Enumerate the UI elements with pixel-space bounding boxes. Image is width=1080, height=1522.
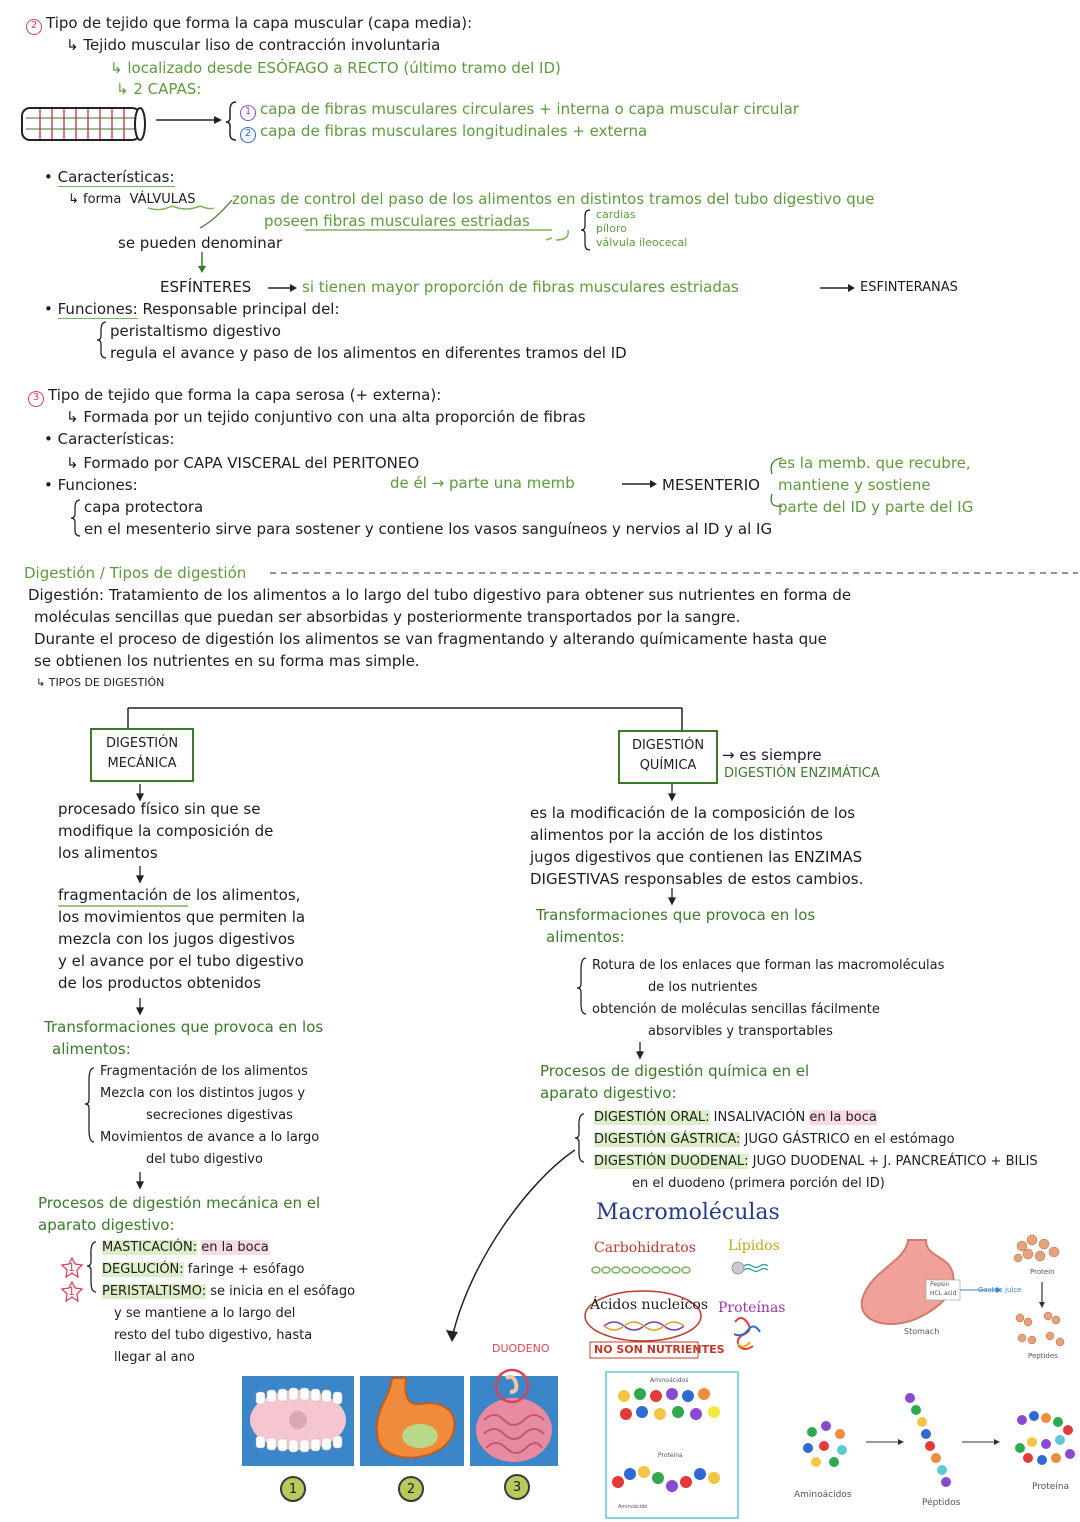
protein-chain-bottom [1015,1411,1075,1465]
mesenterio-desc-2: mantiene y sostiene [778,476,931,494]
qui-transf-1: Rotura de los enlaces que forman las macromoléculas [592,958,945,973]
intestine-image [470,1370,558,1466]
serosa-formado: ↳ Formado por CAPA VISCERAL del PERITONEO [66,454,420,472]
deglucion-line [102,1262,304,1278]
mec-frag-3: mezcla con los jugos digestivos [58,930,295,948]
serosa-title-text: Tipo de tejido que forma la capa serosa (+ externa): [48,386,442,404]
duodenal-line [594,1154,1038,1170]
aminoacidos-label: Aminoácidos [794,1490,852,1500]
gastrica-label: DIGESTIÓN GÁSTRICA: [594,1132,741,1147]
duodenal-desc-2: en el duodeno (primera porción del ID) [632,1176,885,1191]
oral-label: DIGESTIÓN ORAL: [594,1110,710,1125]
zonas-line-1: zonas de control del paso de los alimentos en distintos tramos del tubo digestivo que [232,190,875,208]
peristaltismo-label: PERISTALTISMO: [102,1284,207,1299]
funciones-label: Funciones: [57,300,138,318]
peri-line-4: llegar al ano [114,1350,195,1365]
func-item-peristaltismo: peristaltismo digestivo [110,322,281,340]
duodenal-desc: JUGO DUODENAL + J. PANCREÁTICO + BILIS [752,1154,1038,1169]
mec-frag-4: y el avance por el tubo digestivo [58,952,304,970]
aminoacido-small-label: Aminoácido [618,1504,648,1510]
proteina-small-label: Proteína [658,1452,683,1459]
mec-frag-1: fragmentación de los alimentos, [58,886,301,904]
acidos-label: Ácidos nucleicos [590,1297,709,1313]
box-quimica-line1: DIGESTIÓN [631,738,705,753]
masticacion-label: MASTICACIÓN: [102,1240,198,1255]
carbohydrate-chain [592,1267,690,1273]
qui-desc-4: DIGESTIVAS responsables de estos cambios. [530,870,864,888]
valve-piloro: píloro [596,222,627,235]
hcl-label: HCL acid [930,1290,957,1297]
muscular-location: ↳ localizado desde ESÓFAGO a RECTO (último tramo del ID) [110,59,561,77]
digestion-section-title: Digestión / Tipos de digestión [24,564,247,582]
tipos-label: ↳ TIPOS DE DIGESTIÓN [36,676,165,689]
qui-desc-2: alimentos por la acción de los distintos [530,826,823,844]
peri-line-3: resto del tubo digestivo, hasta [114,1328,313,1343]
forma-line: ↳ forma VÁLVULAS [68,192,196,207]
se-pueden-text: se pueden denominar [118,234,283,252]
valve-cardias: cardias [596,208,636,221]
mec-desc-1: procesado físico sin que se [58,800,261,818]
mec-transf-4: Movimientos de avance a lo largo [100,1130,320,1145]
aminoacidos-small-label: Aminoácidos [650,1377,689,1384]
peptides-cluster [1016,1312,1064,1346]
mec-desc-2: modifique la composición de [58,822,274,840]
qui-transf-title2: alimentos: [546,928,625,946]
lipid-shape [732,1262,768,1274]
box-quimica [618,730,718,784]
masticacion-line [102,1240,269,1256]
layer-1-text: capa de fibras musculares circulares + interna o capa muscular circular [260,100,799,118]
mec-transf-3: secreciones digestivas [146,1108,293,1123]
dna-helix [604,1322,684,1330]
qui-transf-title: Transformaciones que provoca en los [536,906,816,924]
func-item-regula: regula el avance y paso de los alimentos en diferentes tramos del ID [110,344,627,362]
valvulas-text: VÁLVULAS [129,192,196,207]
gastric-label: Gastric juice [978,1286,1022,1294]
star-number-2: 1 [68,1285,75,1298]
section-number: 3 [28,391,44,407]
layer-2-text: capa de fibras musculares longitudinales + externa [260,122,648,140]
box-mecanica-line2: MECÁNICA [107,755,177,771]
enzimatica-text: DIGESTIÓN ENZIMÁTICA [724,766,880,781]
peptides-label: Peptides [1028,1352,1058,1360]
muscular-funciones: • Funciones: Responsable principal del: [44,300,340,318]
image-number-3: 3 [504,1474,530,1500]
oral-line [594,1110,877,1126]
mouth-image [242,1376,354,1466]
muscular-tissue-text: Tejido muscular liso de contracción involuntaria [83,36,441,54]
char-title-text: Características: [57,168,175,186]
carbohidratos-label: Carbohidratos [594,1240,696,1256]
muscular-location-text: localizado desde ESÓFAGO a RECTO (último tramo del ID) [127,59,561,77]
protein-blob [734,1318,760,1349]
digestion-def-3: Durante el proceso de digestión los alimentos se van fragmentando y alterando químicamente hasta que [34,630,827,648]
stomach-label: Stomach [904,1327,940,1336]
es-siempre: → es siempre [722,746,822,764]
mec-proc-title: Procesos de digestión mecánica en el [38,1194,321,1212]
qui-proc-title: Procesos de digestión química en el [540,1062,810,1080]
box-mecanica [90,728,194,782]
mec-proc-title2: aparato digestivo: [38,1216,175,1234]
deglucion-where: faringe + esófago [187,1262,305,1277]
esfinteres-text: ESFÍNTERES [160,278,252,296]
duodenal-label: DIGESTIÓN DUODENAL: [594,1154,749,1169]
proteina-label: Proteína [1032,1482,1070,1492]
box-mecanica-line1: DIGESTIÓN [105,736,179,751]
zonas-line-2: poseen fibras musculares estriadas [264,212,530,230]
gastrica-line [594,1132,955,1148]
serosa-formada-text: Formada por un tejido conjuntivo con una alta proporción de fibras [83,408,586,426]
oral-desc: INSALIVACIÓN [713,1110,806,1125]
qui-transf-3: obtención de moléculas sencillas fácilmente [592,1002,880,1017]
mec-frag-2: los movimientos que permiten la [58,908,306,926]
two-layers-text: 2 CAPAS: [133,80,202,98]
responsable-text: Responsable principal del: [142,300,340,318]
mec-desc-3: los alimentos [58,844,158,862]
layer-2: 2 capa de fibras musculares longitudinales + externa [240,122,647,143]
muscular-char-title: • Características: [44,168,175,186]
mec-transf-1: Fragmentación de los alimentos [100,1064,308,1079]
peristaltismo-line [102,1284,355,1300]
deglucion-label: DEGLUCIÓN: [102,1262,184,1277]
no-nutrientes-label: NO SON NUTRIENTES [594,1343,725,1356]
pepsin-label: Pepsin [930,1281,950,1288]
muscular-tissue: ↳ Tejido muscular liso de contracción involuntaria [66,36,441,54]
serosa-funciones-label: Funciones: [57,476,138,494]
valve-ileocecal: válvula ileocecal [596,236,688,249]
two-layers: ↳ 2 CAPAS: [116,80,202,98]
duodeno-label: DUODENO [492,1342,550,1355]
gastrica-desc: JUGO GÁSTRICO en el estómago [744,1132,955,1147]
qui-transf-2: de los nutrientes [648,980,758,995]
muscular-title-text: Tipo de tejido que forma la capa muscular (capa media): [46,14,473,32]
serosa-func-1: capa protectora [84,498,204,516]
mec-transf-title2: alimentos: [52,1040,131,1058]
mesenterio-desc-1: es la memb. que recubre, [778,454,971,472]
serosa-title [28,386,441,407]
layer-1: 1 capa de fibras musculares circulares + interna o capa muscular circular [240,100,799,121]
es-siempre-text: es siempre [739,746,822,764]
lipidos-label: Lípidos [728,1238,780,1254]
mec-transf-2: Mezcla con los distintos jugos y [100,1086,306,1101]
peri-line-2: y se mantiene a lo largo del [114,1306,296,1321]
tipos-text: TIPOS DE DIGESTIÓN [48,676,165,689]
forma-text: forma [83,192,122,207]
image-number-2: 2 [398,1476,424,1502]
muscular-title [26,14,472,35]
de-el-text: de él → parte una memb [390,474,575,492]
masticacion-where: en la boca [201,1240,269,1255]
mec-transf-5: del tubo digestivo [146,1152,263,1167]
proteinas-label: Proteínas [718,1300,786,1316]
section-number: 2 [26,19,42,35]
image-number-1: 1 [280,1476,306,1502]
qui-proc-title2: aparato digestivo: [540,1084,677,1102]
peptidos-label: Péptidos [922,1498,961,1508]
star-number-1: 1 [68,1261,75,1274]
mesenterio-desc-3: parte del ID y parte del IG [778,498,974,516]
mec-frag-5: de los productos obtenidos [58,974,261,992]
qui-transf-4: absorvibles y transportables [648,1024,833,1039]
si-tienen-text: si tienen mayor proporción de fibras musculares estriadas [302,278,739,296]
protein-label: Protein [1030,1268,1055,1276]
serosa-formado-text: Formado por CAPA VISCERAL del PERITONEO [83,454,420,472]
peri-line-1: se inicia en el esófago [210,1284,356,1299]
protein-cluster-top [1014,1235,1059,1262]
digestion-def-1: Digestión: Tratamiento de los alimentos a lo largo del tubo digestivo para obtener sus nutrientes en forma de [28,586,852,604]
serosa-func-2: en el mesenterio sirve para sostener y contiene los vasos sanguíneos y nervios al ID y al IG [84,520,773,538]
digestion-def-4: se obtienen los nutrientes en su forma mas simple. [34,652,420,670]
amino-cluster-bottom [803,1421,847,1467]
intestine-tube-drawing [22,108,145,140]
esfinteranas-text: ESFINTERANAS [860,280,958,295]
digestion-def-2: moléculas sencillas que puedan ser absorbidas y posteriormente transportados por la sangre. [34,608,741,626]
stomach-image [360,1376,464,1466]
serosa-char-title: Características: [57,430,175,448]
serosa-funciones: • Funciones: [44,476,138,494]
qui-desc-3: jugos digestivos que contienen las ENZIMAS [530,848,863,866]
serosa-formada: ↳ Formada por un tejido conjuntivo con una alta proporción de fibras [66,408,586,426]
box-quimica-line2: QUÍMICA [639,757,697,773]
mec-transf-title: Transformaciones que provoca en los [44,1018,324,1036]
peptide-chain [905,1393,951,1487]
mesenterio-text: MESENTERIO [662,476,760,494]
qui-desc-1: es la modificación de la composición de los [530,804,856,822]
macro-title: Macromoléculas [596,1200,780,1225]
serosa-char: • Características: [44,430,175,448]
oral-where: en la boca [809,1110,877,1125]
